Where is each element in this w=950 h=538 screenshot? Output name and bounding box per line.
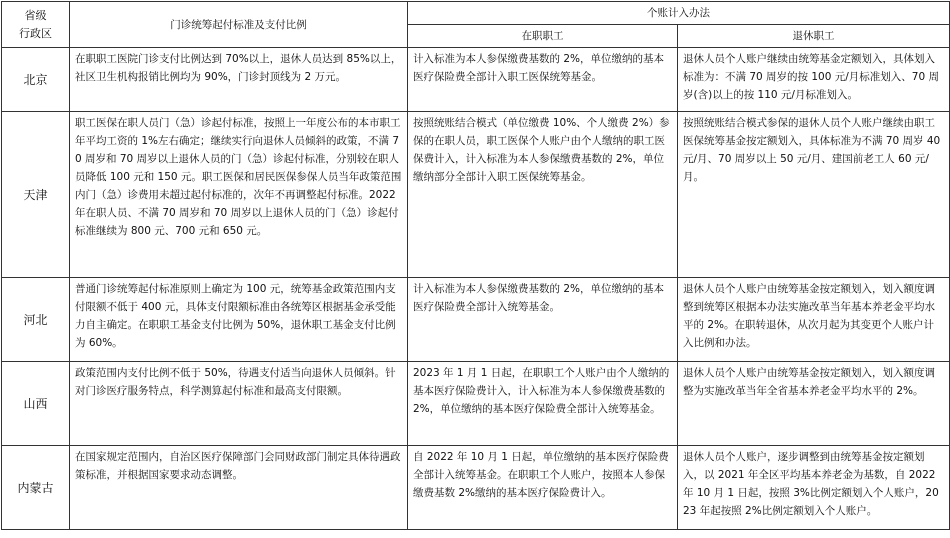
header-row-1	[2, 2, 950, 25]
region-cell: 天津	[2, 112, 70, 278]
region-cell: 山西	[2, 362, 70, 446]
table-row	[2, 112, 950, 278]
outpatient-cell: 在职职工医院门诊支付比例达到 70%以上，退休人员达到 85%以上，社区卫生机构报销比例均为 90%，门诊封顶线为 2 万元。	[70, 48, 408, 112]
employed-cell: 自 2022 年 10 月 1 日起，单位缴纳的基本医疗保险费全部计入统筹基金。在职职工个人账户，按照本人参保缴费基数 2%缴纳的基本医疗保险费计入。	[408, 446, 678, 530]
employed-cell: 按照统账结合模式（单位缴费 10%、个人缴费 2%）参保的在职人员，职工医保个人账户由个人缴纳的职工医保费计入，计入标准为本人参保缴费基数的 2%，单位缴纳部分全部计入职工医保统筹基金。	[408, 112, 678, 278]
employed-cell: 2023 年 1 月 1 日起，在职职工个人账户由个人缴纳的基本医疗保险费计入，计入标准为本人参保缴费基数的 2%，单位缴纳的基本医疗保险费全部计入统筹基金。	[408, 362, 678, 446]
region-cell: 北京	[2, 48, 70, 112]
retired-cell: 按照统账结合模式参保的退休人员个人账户继续由职工医保统筹基金按定额划入，具体标准为不满 70 周岁 40 元/月、70 周岁以上 50 元/月、建国前老工人 60 元/月。	[678, 112, 950, 278]
outpatient-header: 门诊统筹起付标准及支付比例	[70, 2, 408, 48]
employed-cell: 计入标准为本人参保缴费基数的 2%，单位缴纳的基本医疗保险费全部计入职工医保统筹基金。	[408, 48, 678, 112]
table-row	[2, 278, 950, 362]
table-row	[2, 362, 950, 446]
table-row	[2, 446, 950, 530]
personal-account-header: 个账计入办法	[408, 2, 950, 25]
policy-table	[1, 1, 950, 530]
employed-header: 在职职工	[408, 25, 678, 48]
outpatient-cell: 职工医保在职人员门（急）诊起付标准，按照上一年度公布的本市职工年平均工资的 1%左右确定；继续实行向退休人员倾斜的政策，不满 70 周岁和 70 周岁以上退休人员的门（急）诊起付标准，分别较在职人员降低 100 元和 150 元。职工医保和居民医保参保人员当年政策范围内门（急）诊费用未超过起付标准的，次年不再调整起付标准。2022 年在职人员、不满 70 周岁和 70 周岁以上退休人员的门（急）诊起付标准继续为 800 元、700 元和 650 元。	[70, 112, 408, 278]
retired-cell: 退休人员个人账户继续由统筹基金定额划入，具体划入标准为：不满 70 周岁的按 100 元/月标准划入、70 周岁(含)以上的按 110 元/月标准划入。	[678, 48, 950, 112]
employed-cell: 计入标准为本人参保缴费基数的 2%，单位缴纳的基本医疗保险费全部计入统筹基金。	[408, 278, 678, 362]
retired-cell: 退休人员个人账户由统筹基金按定额划入，划入额度调整为实施改革当年全省基本养老金平均水平的 2%。	[678, 362, 950, 446]
region-header-line2: 行政区	[19, 26, 52, 40]
retired-header: 退休职工	[678, 25, 950, 48]
table-row	[2, 48, 950, 112]
retired-cell: 退休人员个人账户，逐步调整到由统筹基金按定额划入，以 2021 年全区平均基本养老金为基数，自 2022 年 10 月 1 日起，按照 3%比例定额划入个人账户，2023 年起按照 2%比例定额划入个人账户。	[678, 446, 950, 530]
region-cell: 内蒙古	[2, 446, 70, 530]
outpatient-cell: 政策范围内支付比例不低于 50%，待遇支付适当向退休人员倾斜。针对门诊医疗服务特点，科学测算起付标准和最高支付限额。	[70, 362, 408, 446]
region-header	[2, 2, 70, 48]
region-cell: 河北	[2, 278, 70, 362]
region-header-line1: 省级	[24, 8, 47, 22]
outpatient-cell: 普通门诊统筹起付标准原则上确定为 100 元，统筹基金政策范围内支付限额不低于 400 元，具体支付限额标准由各统筹区根据基金承受能力自主确定。在职职工基金支付比例为 50%，退休职工基金支付比例为 60%。	[70, 278, 408, 362]
retired-cell: 退休人员个人账户由统筹基金按定额划入，划入额度调整到统筹区根据本办法实施改革当年基本养老金平均水平的 2%。在职转退休，从次月起为其变更个人账户计入比例和办法。	[678, 278, 950, 362]
outpatient-cell: 在国家规定范围内，自治区医疗保障部门会同财政部门制定具体待遇政策标准，并根据国家要求动态调整。	[70, 446, 408, 530]
